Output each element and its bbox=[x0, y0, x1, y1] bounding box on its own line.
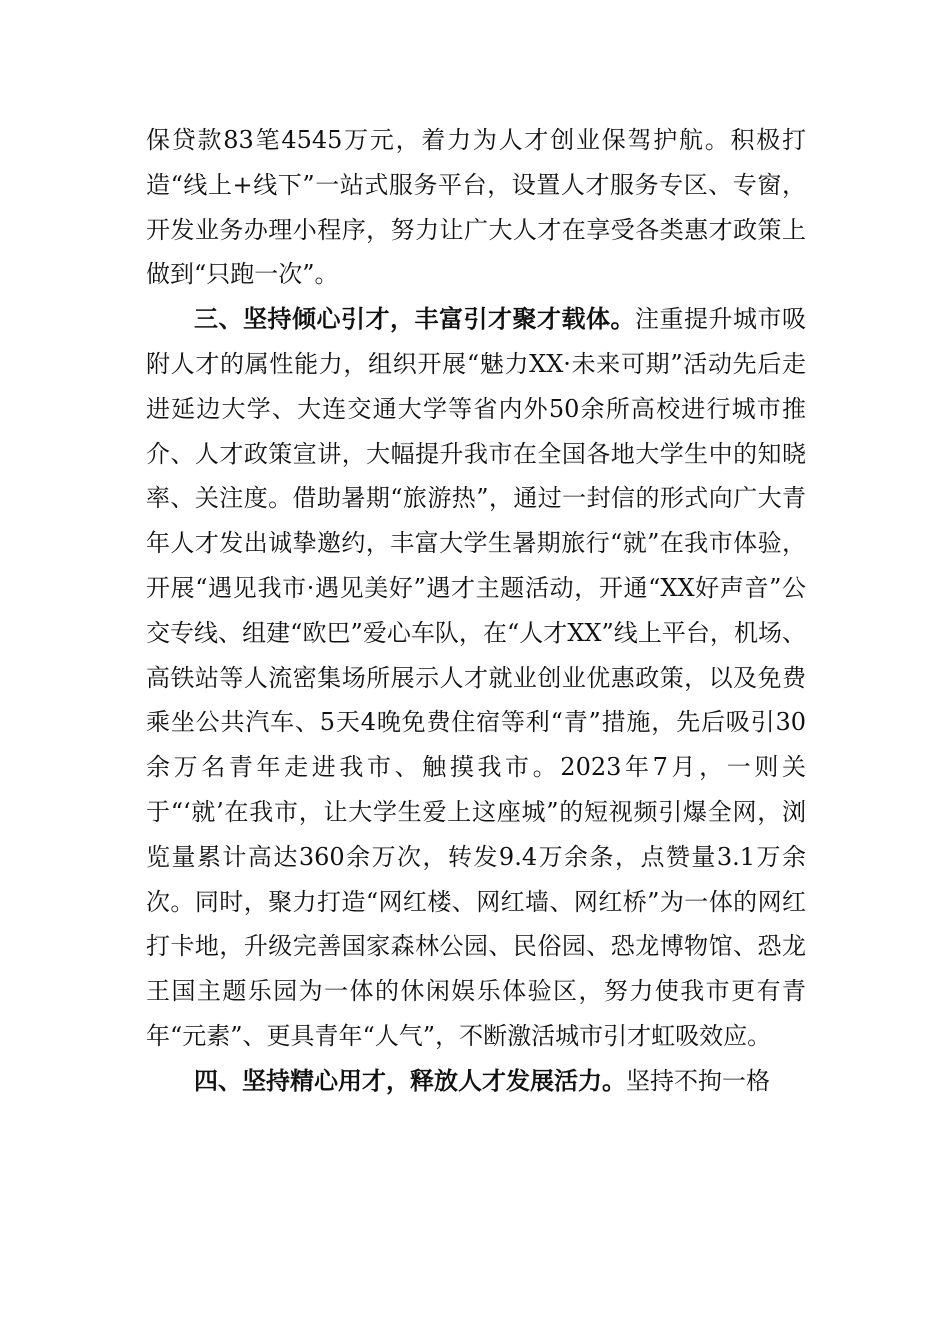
section-heading-three: 三、坚持倾心引才，丰富引才聚才载体。 bbox=[194, 305, 635, 334]
paragraph-text: 注重提升城市吸附人才的属性能力，组织开展“魅力XX·未来可期”活动先后走进延边大学、大连交通大学等省内外50余所高校进行城市推介、人才政策宣讲，大幅提升我市在全国各地大学生中的知晓率、关注度。借助暑期“旅游热”，通过一封信的形式向广大青年人才发出诚挚邀约，丰富大学生暑期旅行“就”在我市体验，开展“遇见我市·遇见美好”遇才主题活动，开通“XX好声音”公交专线、组建“欧巴”爱心车队，在“人才XX”线上平台，机场、高铁站等人流密集场所展示人才就业创业优惠政策，以及免费乘坐公共汽车、5天4晚免费住宿等利“青”措施，先后吸引30余万名青年走进我市、触摸我市。2023年7月，一则关于“‘就’在我市，让大学生爱上这座城”的短视频引爆全网，浏览量累计高达360余万次，转发9.4万余条，点赞量3.1万余次。同时，聚力打造“网红楼、网红墙、网红桥”为一体的网红打卡地，升级完善国家森林公园、民俗园、恐龙博物馆、恐龙王国主题乐园为一体的休闲娱乐体验区，努力使我市更有青年“元素”、更具青年“人气”，不断激活城市引才虹吸效应。 bbox=[146, 305, 806, 1050]
document-body bbox=[146, 118, 806, 1104]
paragraph-text: 保贷款83笔4545万元，着力为人才创业保驾护航。积极打造“线上+线下”一站式服务平台，设置人才服务专区、专窗，开发业务办理小程序，努力让广大人才在享受各类惠才政策上做到“只跑一次”。 bbox=[146, 126, 806, 289]
paragraph-continuation bbox=[146, 118, 806, 297]
paragraph-section-four bbox=[146, 1059, 806, 1104]
paragraph-text: 坚持不拘一格 bbox=[626, 1066, 770, 1095]
paragraph-section-three bbox=[146, 297, 806, 1059]
section-heading-four: 四、坚持精心用才，释放人才发展活力。 bbox=[194, 1066, 626, 1095]
